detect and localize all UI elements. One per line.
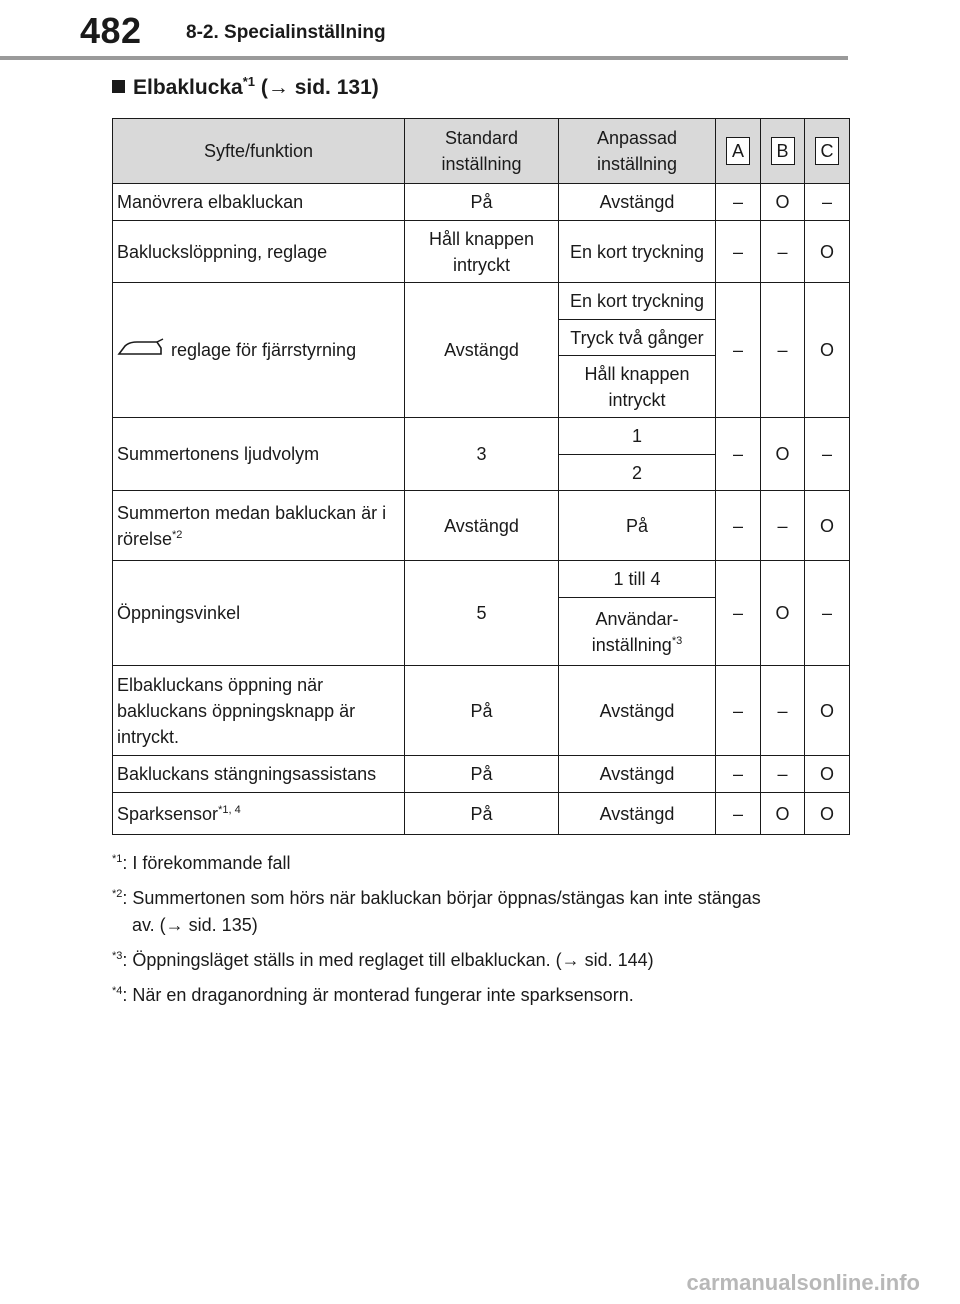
cell-default: Avstängd	[405, 283, 559, 418]
table-row	[113, 418, 850, 455]
table-header-row	[113, 119, 850, 184]
cell-b: O	[761, 561, 805, 666]
section-title: Elbaklucka	[133, 76, 243, 99]
header-c	[805, 119, 850, 184]
cell-a: –	[716, 221, 761, 283]
footnote-mark: *1	[112, 853, 123, 865]
cell-custom: Avstängd	[559, 793, 716, 835]
cell-b: O	[761, 793, 805, 835]
cell-c: O	[805, 221, 850, 283]
cell-b: –	[761, 221, 805, 283]
cell-custom: På	[559, 491, 716, 561]
cell-custom: Tryck två gånger	[559, 320, 716, 356]
key-b: B	[771, 137, 795, 165]
footnote-mark: *4	[112, 985, 123, 997]
cell-c: O	[805, 283, 850, 418]
cell-default: På	[405, 756, 559, 793]
footnote-mark: *1, 4	[218, 803, 241, 816]
cell-default: Avstängd	[405, 491, 559, 561]
cell-function: Öppningsvinkel	[113, 561, 405, 666]
cell-a: –	[716, 418, 761, 491]
custom-text: Användar-inställning	[591, 608, 679, 655]
footnote-mark: *3	[671, 634, 683, 647]
watermark: carmanualsonline.info	[686, 1270, 920, 1295]
cell-c: O	[805, 666, 850, 756]
settings-table	[112, 118, 850, 835]
cell-custom: Avstängd	[559, 184, 716, 221]
header-default: Standard inställning	[405, 119, 559, 184]
cell-b: O	[761, 418, 805, 491]
cell-c: –	[805, 418, 850, 491]
table-row	[113, 561, 850, 598]
header-a	[716, 119, 761, 184]
cell-b: –	[761, 756, 805, 793]
cell-function: Bakluckans stängningsassistans	[113, 756, 405, 793]
cell-a: –	[716, 561, 761, 666]
table-row	[113, 184, 850, 221]
footnote-1	[112, 850, 842, 877]
cell-custom: En kort tryckning	[559, 283, 716, 320]
section-ref-text: sid. 131)	[288, 76, 379, 99]
bullet-square-icon	[112, 80, 125, 93]
cell-default: På	[405, 666, 559, 756]
page-header	[0, 0, 960, 60]
cell-default: På	[405, 184, 559, 221]
key-a: A	[726, 137, 750, 165]
ref-arrow-icon: →	[267, 76, 289, 99]
header-custom: Anpassad inställning	[559, 119, 716, 184]
cell-a: –	[716, 666, 761, 756]
cell-function: Manövrera elbakluckan	[113, 184, 405, 221]
header-title: 8-2. Specialinställning	[186, 22, 386, 43]
cell-function: Summertonens ljudvolym	[113, 418, 405, 491]
footnote-3	[112, 947, 842, 974]
table-row	[113, 756, 850, 793]
footnote-4	[112, 982, 842, 1009]
table-row	[113, 221, 850, 283]
footnote-text-continued: av. (→ sid. 135)	[132, 915, 258, 935]
footnote-2	[112, 885, 842, 939]
cell-b: –	[761, 666, 805, 756]
cell-b: O	[761, 184, 805, 221]
cell-default: 5	[405, 561, 559, 666]
footnote-text: : Summertonen som hörs när bakluckan börjar öppnas/stängas kan inte stängas	[122, 888, 761, 908]
cell-function: Bakluckslöppning, reglage	[113, 221, 405, 283]
cell-custom: En kort tryckning	[559, 221, 716, 283]
table-row	[113, 793, 850, 835]
footnote-text: : I förekommande fall	[122, 853, 291, 873]
footnote-mark: *2	[112, 888, 123, 900]
table-row	[113, 666, 850, 756]
section-title-footnote-mark: *1	[242, 74, 256, 89]
header-function: Syfte/funktion	[113, 119, 405, 184]
cell-c: –	[805, 561, 850, 666]
footnote-text: : Öppningsläget ställs in med reglaget till elbakluckan. (→ sid. 144)	[122, 950, 654, 970]
function-text: Summerton medan bakluckan är i rörelse	[117, 502, 387, 549]
cell-default: På	[405, 793, 559, 835]
key-c: C	[815, 137, 839, 165]
section-ref-open: (	[260, 76, 268, 99]
cell-function	[113, 793, 405, 835]
page-number: 482	[80, 10, 142, 51]
cell-c: –	[805, 184, 850, 221]
cell-c: O	[805, 756, 850, 793]
cell-a: –	[716, 283, 761, 418]
header-b	[761, 119, 805, 184]
footnote-mark: *2	[172, 528, 183, 541]
function-text: Sparksensor	[117, 803, 219, 824]
footnote-mark: *3	[112, 950, 123, 962]
table-row	[113, 283, 850, 320]
cell-c: O	[805, 491, 850, 561]
section-heading	[112, 76, 379, 100]
cell-custom: 1	[559, 418, 716, 455]
cell-b: –	[761, 491, 805, 561]
cell-c: O	[805, 793, 850, 835]
cell-custom: Avstängd	[559, 756, 716, 793]
footnotes	[112, 850, 842, 1017]
cell-function: Elbakluckans öppning när bakluckans öppningsknapp är intryckt.	[113, 666, 405, 756]
cell-a: –	[716, 793, 761, 835]
cell-b: –	[761, 283, 805, 418]
cell-custom: Håll knappen intryckt	[559, 356, 716, 418]
remote-control-label: reglage för fjärrstyrning	[171, 340, 357, 360]
header-divider	[0, 56, 848, 60]
cell-a: –	[716, 184, 761, 221]
cell-default: 3	[405, 418, 559, 491]
cell-a: –	[716, 756, 761, 793]
cell-a: –	[716, 491, 761, 561]
cell-custom	[559, 598, 716, 666]
cell-default: Håll knappen intryckt	[405, 221, 559, 283]
cell-function	[113, 491, 405, 561]
table-row	[113, 491, 850, 561]
cell-custom: 1 till 4	[559, 561, 716, 598]
cell-function	[113, 283, 405, 418]
cell-custom: 2	[559, 455, 716, 491]
car-remote-icon	[117, 338, 165, 358]
cell-custom: Avstängd	[559, 666, 716, 756]
footnote-text: : När en draganordning är monterad fungerar inte sparksensorn.	[122, 985, 634, 1005]
